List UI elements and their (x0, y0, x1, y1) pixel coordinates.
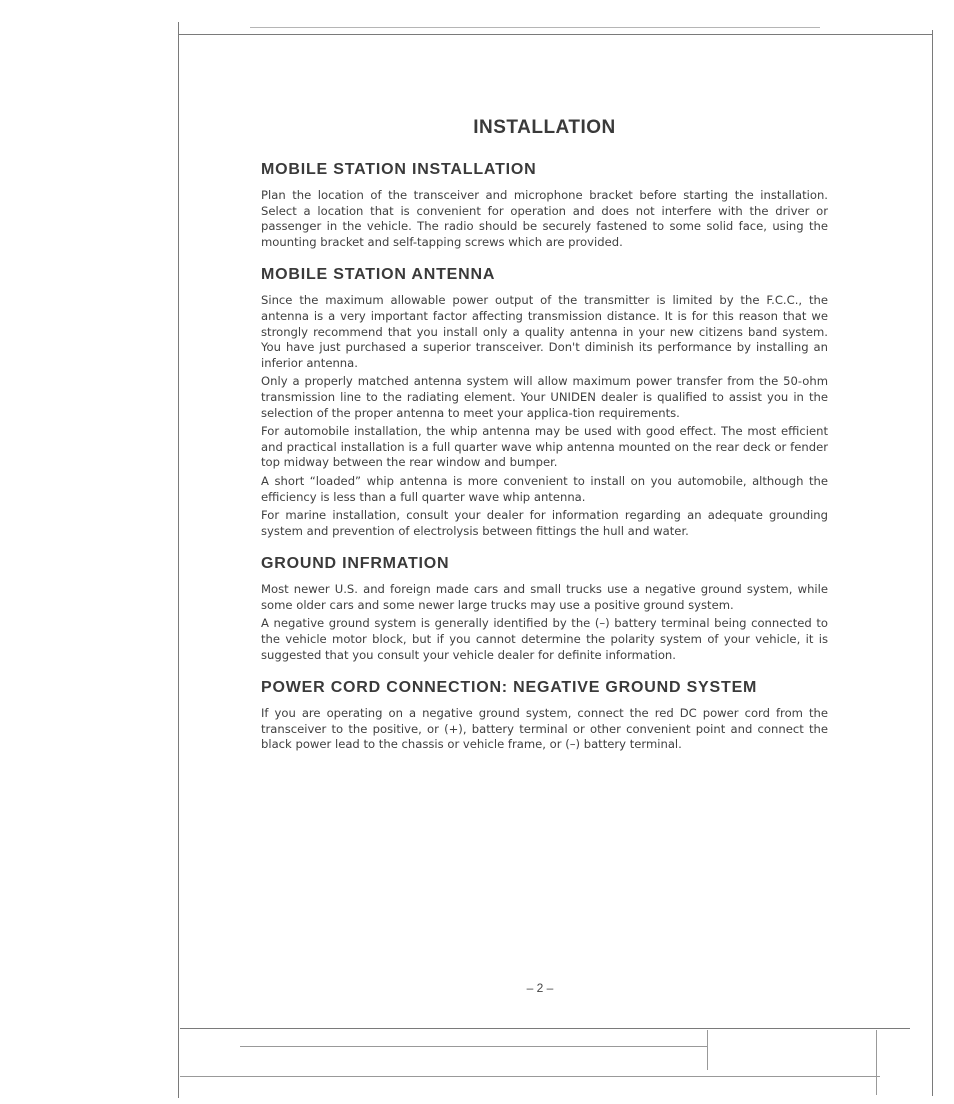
section-heading: POWER CORD CONNECTION: NEGATIVE GROUND SYSTEM (261, 679, 758, 697)
section-mobile-station-antenna (261, 265, 828, 539)
document-page (261, 116, 828, 768)
scan-border-bottom (180, 1028, 910, 1029)
section-heading: GROUND INFRMATION (261, 555, 450, 573)
document-title: INSTALLATION (473, 117, 616, 138)
paragraph: Since the maximum allowable power output of the transmitter is limited by the F.C.C., the antenna is a very important factor affecting transmission distance. It is for this reason that we strongly recommend that you install only a quality antenna in your new citizens band system. You have just purchased a superior transceiver. Don't diminish its performance by installing an inferior antenna. (261, 293, 828, 370)
section-ground-information (261, 554, 828, 663)
paragraph: Most newer U.S. and foreign made cars and small trucks use a negative ground system, while some older cars and some newer large trucks may use a positive ground system. (261, 582, 828, 612)
paragraph: Only a properly matched antenna system will allow maximum power transfer from the 50-ohm transmission line to the radiating element. Your UNIDEN dealer is qualified to assist you in the selection of the proper antenna to meet your applica-tion requirements. (261, 374, 828, 420)
scan-border-top-faint (250, 27, 820, 28)
paragraph: For automobile installation, the whip antenna may be used with good effect. The most efficient and practical installation is a full quarter wave whip antenna mounted on the rear deck or fender top midway between the rear window and bumper. (261, 424, 828, 470)
scan-border-bottom-inner (240, 1046, 708, 1047)
scan-border-bottom-2 (180, 1076, 880, 1077)
page-number: – 2 – (526, 981, 554, 995)
scan-border-right (932, 30, 933, 1096)
section-power-cord-connection (261, 678, 828, 753)
section-heading: MOBILE STATION ANTENNA (261, 266, 496, 284)
paragraph: A negative ground system is generally identified by the (–) battery terminal being connected to the vehicle motor block, but if you cannot determine the polarity system of your vehicle, it is suggested that you consult your vehicle dealer for definite information. (261, 616, 828, 662)
section-mobile-station-installation (261, 160, 828, 250)
scan-border-top (178, 34, 933, 35)
paragraph: Plan the location of the transceiver and microphone bracket before starting the installation. Select a location that is convenient for operation and does not interfere with the driver or passenger in the vehicle. The radio should be securely fastened to some solid face, using the mounting bracket and self-tapping screws which are provided. (261, 188, 828, 249)
scan-border-bottom-tick-right (876, 1030, 877, 1095)
scan-border-bottom-tick (707, 1030, 708, 1070)
paragraph: A short “loaded” whip antenna is more convenient to install on you automobile, although the efficiency is less than a full quarter wave whip antenna. (261, 473, 828, 504)
section-heading: MOBILE STATION INSTALLATION (261, 161, 537, 178)
paragraph: If you are operating on a negative ground system, connect the red DC power cord from the transceiver to the positive, or (+), battery terminal or other convenient point and connect the black power lead to the chassis or vehicle frame, or (–) battery terminal. (261, 706, 828, 752)
paragraph: For marine installation, consult your dealer for information regarding an adequate grounding system and prevention of electrolysis between fittings the hull and water. (261, 508, 828, 538)
scan-border-left (178, 22, 179, 1098)
